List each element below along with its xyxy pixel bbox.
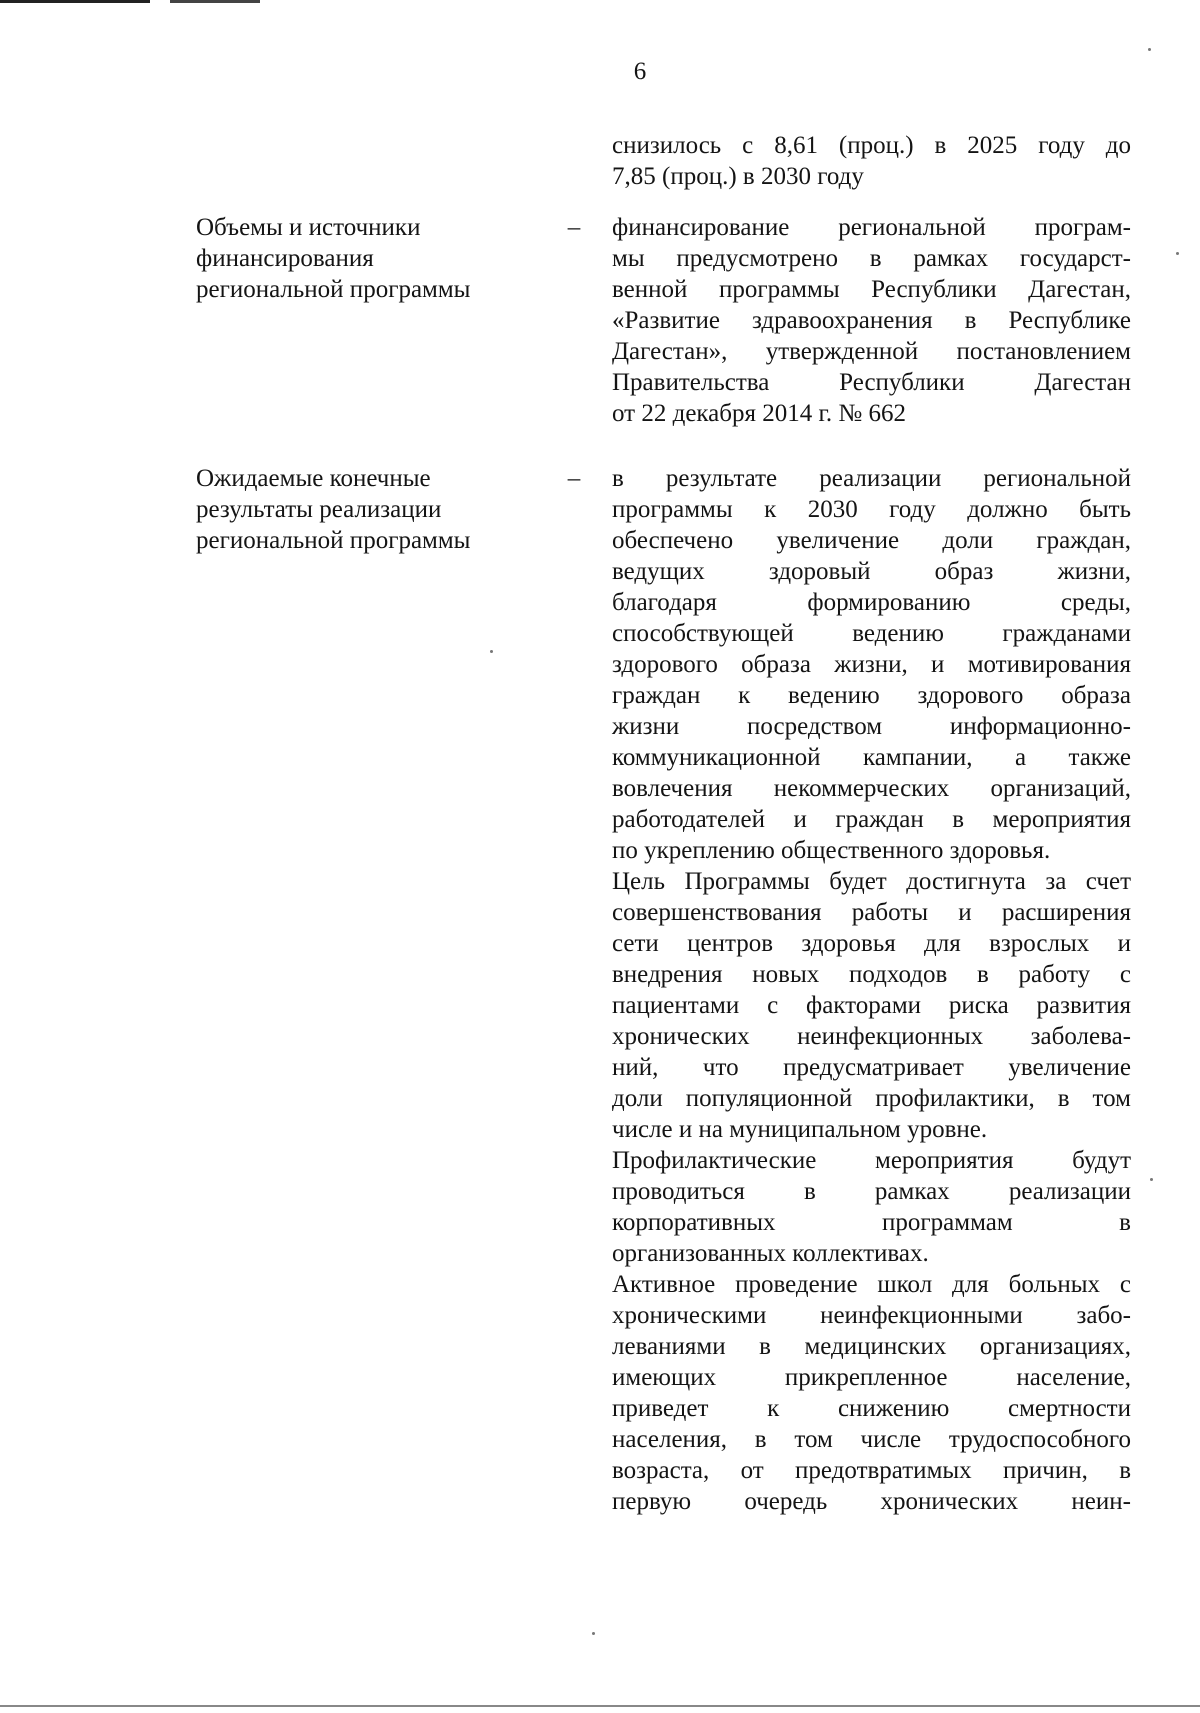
scan-speck <box>1176 252 1179 255</box>
row-2-line: совершенствования работы и расширения <box>612 899 1131 926</box>
row-1-line: Правительства Республики Дагестан <box>612 369 1131 396</box>
row-1-line: финансирование региональной програм- <box>612 214 1131 241</box>
scan-speck <box>1148 48 1151 51</box>
scan-edge-bottom <box>0 1705 1200 1707</box>
row-2-line: корпоративных программам в <box>612 1209 1131 1236</box>
page-number: 6 <box>633 58 647 85</box>
row-2-line: приведет к снижению смертности <box>612 1395 1131 1422</box>
row-0-line: снизилось с 8,61 (проц.) в 2025 году до <box>612 132 1131 159</box>
row-2-line: ведущих здоровый образ жизни, <box>612 558 1131 585</box>
row-1-label-line: Объемы и источники <box>196 214 421 241</box>
row-1-line: Дагестан», утвержденной постановлением <box>612 338 1131 365</box>
row-2-line: Профилактические мероприятия будут <box>612 1147 1131 1174</box>
row-2-line: числе и на муниципальном уровне. <box>612 1116 988 1143</box>
row-2-line: ний, что предусматривает увеличение <box>612 1054 1131 1081</box>
row-2-line: внедрения новых подходов в работу с <box>612 961 1131 988</box>
row-2-line: хронических неинфекционных заболева- <box>612 1023 1131 1050</box>
row-1-line: венной программы Республики Дагестан, <box>612 276 1131 303</box>
row-2-label-line: региональной программы <box>196 527 471 554</box>
row-1-line: мы предусмотрено в рамках государст- <box>612 245 1131 272</box>
row-0-value <box>612 130 1131 192</box>
row-2-line: обеспечено увеличение доли граждан, <box>612 527 1131 554</box>
row-2-dash: – <box>567 465 581 492</box>
row-2-line: в результате реализации региональной <box>612 465 1131 492</box>
row-2-line: коммуникационной кампании, а также <box>612 744 1131 771</box>
row-2-line: граждан к ведению здорового образа <box>612 682 1131 709</box>
row-1-line: от 22 декабря 2014 г. № 662 <box>612 400 907 427</box>
row-2-label <box>196 463 536 556</box>
scan-speck <box>490 650 493 653</box>
row-0-line: 7,85 (проц.) в 2030 году <box>612 163 864 190</box>
row-2-line: жизни посредством информационно- <box>612 713 1131 740</box>
row-2-line: сети центров здоровья для взрослых и <box>612 930 1131 957</box>
row-1-value <box>612 212 1131 429</box>
scan-speck <box>592 1632 595 1635</box>
row-2-line: организованных коллективах. <box>612 1240 929 1267</box>
row-2-line: хроническими неинфекционными забо- <box>612 1302 1131 1329</box>
row-2-line: по укреплению общественного здоровья. <box>612 837 1051 864</box>
row-2-line: населения, в том числе трудоспособного <box>612 1426 1131 1453</box>
row-1-label <box>196 212 536 305</box>
row-2-line: первую очередь хронических неин- <box>612 1488 1131 1515</box>
row-2-line: здорового образа жизни, и мотивирования <box>612 651 1131 678</box>
row-1-label-line: региональной программы <box>196 276 471 303</box>
row-2-line: работодателей и граждан в мероприятия <box>612 806 1131 833</box>
row-2-line: Активное проведение школ для больных с <box>612 1271 1131 1298</box>
row-2-line: программы к 2030 году должно быть <box>612 496 1131 523</box>
row-2-line: имеющих прикрепленное население, <box>612 1364 1131 1391</box>
row-1-dash: – <box>567 214 581 241</box>
row-2-label-line: результаты реализации <box>196 496 442 523</box>
row-2-line: леваниями в медицинских организациях, <box>612 1333 1131 1360</box>
row-2-value <box>612 463 1131 1517</box>
row-2-line: Цель Программы будет достигнута за счет <box>612 868 1131 895</box>
row-2-line: вовлечения некоммерческих организаций, <box>612 775 1131 802</box>
row-2-line: пациентами с факторами риска развития <box>612 992 1131 1019</box>
scan-edge-top <box>0 0 1200 3</box>
row-2-line: возраста, от предотвратимых причин, в <box>612 1457 1131 1484</box>
row-2-label-line: Ожидаемые конечные <box>196 465 431 492</box>
row-2-line: благодаря формированию среды, <box>612 589 1131 616</box>
row-1-line: «Развитие здравоохранения в Республике <box>612 307 1131 334</box>
row-2-line: проводиться в рамках реализации <box>612 1178 1131 1205</box>
row-2-line: способствующей ведению гражданами <box>612 620 1131 647</box>
row-2-line: доли популяционной профилактики, в том <box>612 1085 1131 1112</box>
row-1-label-line: финансирования <box>196 245 374 272</box>
scan-speck <box>1150 1178 1153 1181</box>
